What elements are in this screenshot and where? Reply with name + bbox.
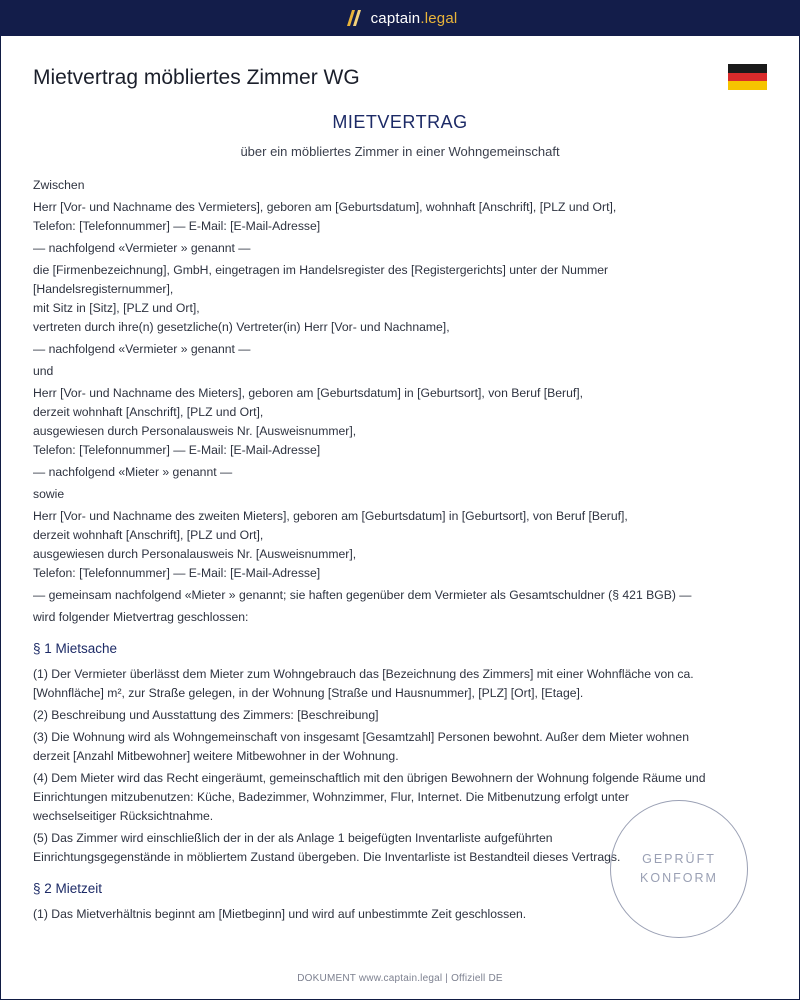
paragraph: — nachfolgend «Vermieter » genannt —	[33, 342, 251, 356]
top-bar	[0, 0, 800, 36]
section-heading-mietsache: § 1 Mietsache	[33, 641, 118, 656]
paragraph: — nachfolgend «Mieter » genannt —	[33, 465, 233, 479]
contract-heading: MIETVERTRAG	[332, 112, 468, 132]
footer: DOKUMENT www.captain.legal | Offiziell DE	[297, 973, 503, 984]
paragraph: wird folgender Mietvertrag geschlossen:	[33, 610, 249, 624]
captain-legal-logo-icon	[343, 9, 363, 27]
paragraph: Herr [Vor- und Nachname des zweiten Mieters], geboren am [Geburtsdatum] in [Geburtsort], von Beruf [Beruf], derzeit wohnhaft [Anschrift], [PLZ und Ort], ausgewiesen durch Personalausweis Nr. [Ausweisnummer], Telefon: [Telefonnummer] — E-Mail: [E-Mail-Adresse]	[33, 509, 628, 580]
paragraph: Herr [Vor- und Nachname des Vermieters], geboren am [Geburtsdatum], wohnhaft [Anschrift], [PLZ und Ort], Telefon: [Telefonnummer] — E-Mail: [E-Mail-Adresse]	[33, 200, 617, 233]
paragraph: Zwischen	[33, 178, 85, 192]
clause: (3) Die Wohnung wird als Wohngemeinschaft von insgesamt [Gesamtzahl] Personen bewohnt. Außer dem Mieter wohnen derzeit [Anzahl Mitbewohner] weitere Mitbewohner in der Wohnung.	[33, 730, 689, 763]
contract-subheading: über ein möbliertes Zimmer in einer Wohngemeinschaft	[240, 144, 560, 159]
stamp-line-1: GEPRÜFT	[642, 852, 716, 866]
section-heading-mietzeit: § 2 Mietzeit	[33, 881, 103, 896]
paragraph: die [Firmenbezeichnung], GmbH, eingetragen im Handelsregister des [Registergerichts] unter der Nummer [Handelsregisternummer], mit Sitz in [Sitz], [PLZ und Ort], vertreten durch ihre(n) gesetzliche(n) Vertreter(in) Herr [Vor- und Nachname],	[33, 263, 609, 334]
germany-flag-icon[interactable]	[728, 64, 767, 90]
brand-name: captain.legal	[370, 9, 458, 27]
approval-stamp	[610, 800, 748, 938]
brand[interactable]	[343, 9, 458, 27]
stamp-line-2: KONFORM	[640, 871, 718, 885]
paragraph: Herr [Vor- und Nachname des Mieters], geboren am [Geburtsdatum] in [Geburtsort], von Beruf [Beruf], derzeit wohnhaft [Anschrift], [PLZ und Ort], ausgewiesen durch Personalausweis Nr. [Ausweisnummer], Telefon: [Telefonnummer] — E-Mail: [E-Mail-Adresse]	[33, 386, 584, 457]
paragraph: sowie	[33, 487, 65, 501]
clause: (4) Dem Mieter wird das Recht eingeräumt, gemeinschaftlich mit den übrigen Bewohnern der Wohnung folgende Räume und Einrichtungen mitzubenutzen: Küche, Badezimmer, Wohnzimmer, Flur, Internet. Die Mitbenutzung erfolgt unter wechselseitiger Rücksichtnahme.	[33, 771, 706, 823]
parties-section	[33, 176, 770, 627]
paragraph: — nachfolgend «Vermieter » genannt —	[33, 241, 251, 255]
clause: (5) Das Zimmer wird einschließlich der in der als Anlage 1 beigefügten Inventarliste aufgeführten Einrichtungsgegenstände in möbliertem Zustand übergeben. Die Inventarliste ist Bestandteil dieses Vertrags.	[33, 831, 621, 864]
clause: (1) Das Mietverhältnis beginnt am [Mietbeginn] und wird auf unbestimmte Zeit geschlossen.	[33, 907, 527, 921]
document-title: Mietvertrag möbliertes Zimmer WG	[33, 66, 360, 89]
clause: (2) Beschreibung und Ausstattung des Zimmers: [Beschreibung]	[33, 708, 379, 722]
clause: (1) Der Vermieter überlässt dem Mieter zum Wohngebrauch das [Bezeichnung des Zimmers] mit einer Wohnfläche von ca. [Wohnfläche] m², zur Straße gelegen, in der Wohnung [Straße und Hausnummer], [PLZ] [Ort], [Etage].	[33, 667, 694, 700]
paragraph: — gemeinsam nachfolgend «Mieter » genannt; sie haften gegenüber dem Vermieter als Gesamtschuldner (§ 421 BGB) —	[33, 588, 692, 602]
paragraph: und	[33, 364, 54, 378]
